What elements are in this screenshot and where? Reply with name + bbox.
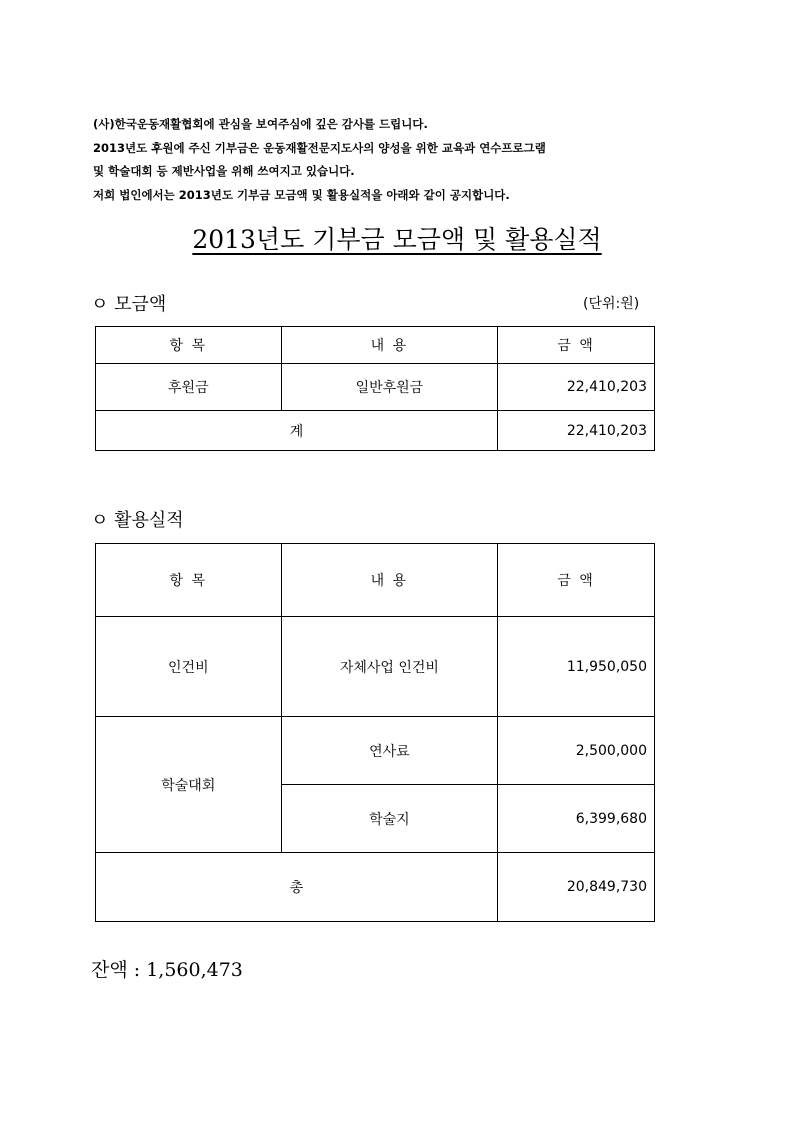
row-amount: 11,950,050 [498,617,655,717]
document-title [0,220,794,256]
row-item: 후원금 [96,364,282,411]
total-label: 계 [96,411,498,451]
header-content: 내 용 [281,327,498,364]
table-header-row [96,327,655,364]
total-amount: 20,849,730 [498,853,655,922]
row-content: 연사료 [281,717,498,785]
row-content: 일반후원금 [281,364,498,411]
total-row [96,411,655,451]
table-row [96,717,655,785]
total-row [96,853,655,922]
document-title-text: 2013년도 기부금 모금액 및 활용실적 [192,225,602,254]
row-item: 인건비 [96,617,282,717]
intro-line: (사)한국운동재활협회에 관심을 보여주심에 깊은 감사를 드립니다. [93,117,428,131]
row-content: 학술지 [281,785,498,853]
fundraising-table [95,326,655,451]
row-amount: 2,500,000 [498,717,655,785]
usage-heading: ㅇ 활용실적 [91,510,184,531]
table-row [96,364,655,411]
header-amount: 금 액 [498,544,655,617]
header-amount: 금 액 [498,327,655,364]
intro-line: 2013년도 후원에 주신 기부금은 운동재활전문지도사의 양성을 위한 교육과 연수프로그램 [93,140,546,155]
header-item: 항 목 [96,544,282,617]
header-content: 내 용 [281,544,498,617]
intro-paragraph [93,113,693,207]
table-header-row [96,544,655,617]
fundraising-heading: ㅇ 모금액 [91,294,167,315]
row-item: 학술대회 [96,717,282,853]
total-label: 총 [96,853,498,922]
intro-line: 저희 법인에서는 2013년도 기부금 모금액 및 활용실적을 아래와 같이 공지합니다. [93,187,510,202]
total-amount: 22,410,203 [498,411,655,451]
row-amount: 22,410,203 [498,364,655,411]
row-content: 자체사업 인건비 [281,617,498,717]
usage-table [95,543,655,922]
header-item: 항 목 [96,327,282,364]
intro-line: 및 학술대회 등 제반사업을 위해 쓰여지고 있습니다. [93,164,355,178]
table-row [96,617,655,717]
row-amount: 6,399,680 [498,785,655,853]
unit-label: (단위:원) [583,296,640,312]
balance-text: 잔액 : 1,560,473 [91,959,243,981]
